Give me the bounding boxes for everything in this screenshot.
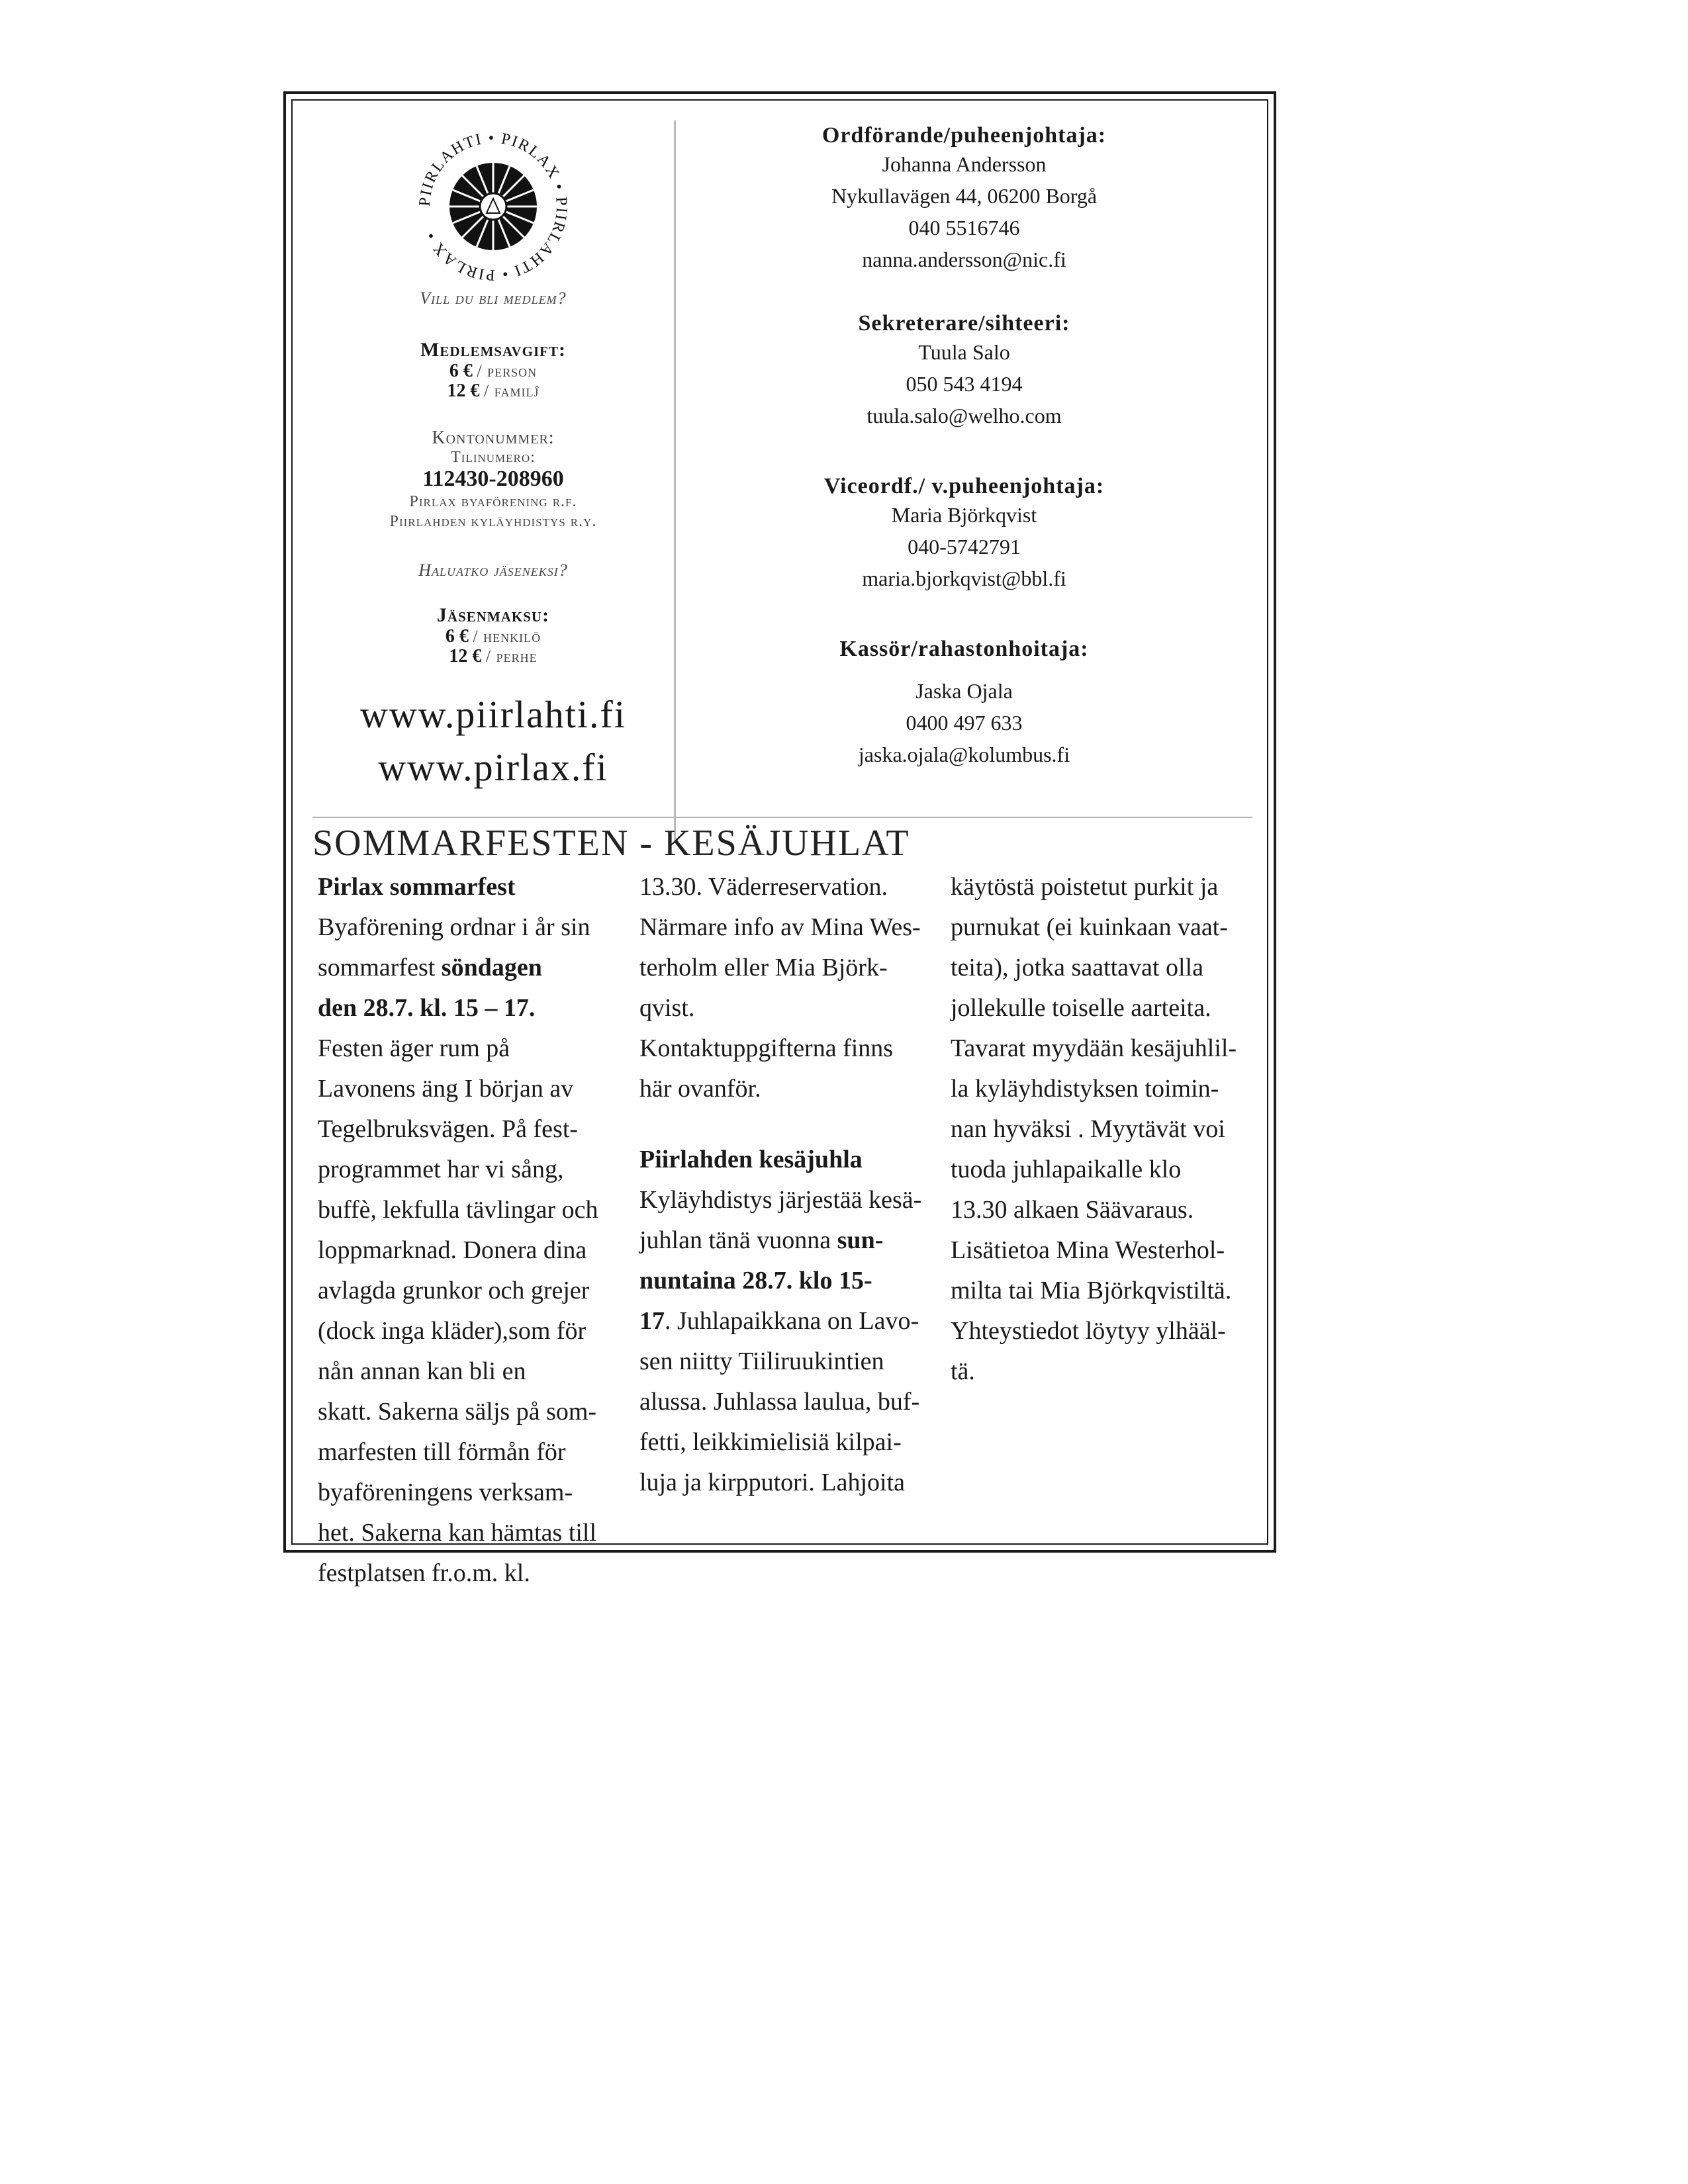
text-line: milta tai Mia Björkqvistiltä.: [951, 1277, 1232, 1304]
text-line: Kyläyhdistys järjestää kesä-: [639, 1186, 922, 1214]
contact-name: Tuula Salo: [918, 340, 1010, 364]
text-line: loppmarknad. Donera dina: [318, 1236, 587, 1264]
text-line: Festen äger rum på: [318, 1034, 510, 1062]
article-column-fi: [951, 867, 1252, 1392]
text-bold: 17: [639, 1307, 665, 1335]
join-question-sv: Vill du bli medlem?: [420, 289, 567, 308]
fee-family-row: [312, 381, 674, 401]
text-line: [639, 1220, 944, 1261]
text-fragment: sommarfest: [318, 954, 442, 981]
text-line: tä.: [951, 1357, 975, 1385]
contact-title: Viceordf./ v.puheenjohtaja:: [823, 474, 1105, 498]
contact-phone: 040-5742791: [908, 535, 1021, 559]
text-line: byaföreningens verksam-: [318, 1479, 573, 1506]
text-line: Lavonens äng I början av: [318, 1075, 574, 1103]
logo-ring-text: PIIRLAHTI • PIRLAX • PIIRLAHTI • PIRLAX •: [416, 129, 571, 284]
text-line: buffè, lekfulla tävlingar och: [318, 1196, 598, 1224]
fee-family-row-fi: [312, 647, 674, 666]
text-line: programmet har vi sång,: [318, 1156, 564, 1183]
text-line: alussa. Juhlassa laulua, buf-: [639, 1388, 920, 1416]
contact-title: Kassör/rahastonhoitaja:: [839, 637, 1089, 661]
contact-email[interactable]: tuula.salo@welho.com: [867, 404, 1062, 428]
website-link-pirlax[interactable]: www.pirlax.fi: [378, 746, 608, 789]
join-question-fi: Haluatko jäseneksi?: [418, 561, 568, 580]
text-line: Tegelbruksvägen. På fest-: [318, 1115, 579, 1143]
contact-title: Ordförande/puheenjohtaja:: [821, 123, 1107, 148]
fee-person-amount: 6 €: [449, 361, 473, 381]
article-heading-fi: Piirlahden kesäjuhla: [639, 1146, 863, 1173]
contact-block-treasurer: [676, 637, 1252, 770]
contact-block-secretary: [676, 311, 1252, 432]
contact-phone: 050 543 4194: [906, 372, 1023, 396]
text-line: festplatsen fr.o.m. kl.: [318, 1559, 530, 1587]
text-bold: söndagen: [441, 954, 542, 981]
contact-email[interactable]: jaska.ojala@kolumbus.fi: [858, 743, 1070, 766]
text-line: Lisätietoa Mina Westerhol-: [951, 1236, 1225, 1264]
text-line: Närmare info av Mina Wes-: [639, 913, 921, 941]
text-fragment: juhlan tänä vuonna: [639, 1226, 837, 1254]
text-line: (dock inga kläder),som för: [318, 1317, 586, 1345]
text-line: 13.30. Väderreservation.: [639, 873, 888, 901]
contacts-column: [676, 120, 1252, 770]
text-line: här ovanför.: [639, 1075, 761, 1103]
windmill-logo-icon: [414, 127, 573, 286]
fee-family-amount: 12 €: [447, 381, 480, 401]
text-line: tuoda juhlapaikalle klo: [951, 1156, 1182, 1183]
section-divider: [312, 817, 1252, 818]
text-line: teita), jotka saattavat olla: [951, 954, 1203, 981]
text-line: avlagda grunkor och grejer: [318, 1277, 590, 1304]
text-line: nån annan kan bli en: [318, 1357, 526, 1385]
fee-title-fi: Jäsenmaksu:: [436, 604, 550, 626]
account-title-fi: Tilinumero:: [451, 449, 536, 466]
text-line: Yhteystiedot löytyy ylhääl-: [951, 1317, 1226, 1345]
text-line-bold: den 28.7. kl. 15 – 17.: [318, 994, 536, 1022]
membership-column: [312, 120, 674, 790]
text-bold: sun-: [837, 1226, 884, 1254]
fee-person-row-fi: [312, 627, 674, 647]
text-line: fetti, leikkimielisiä kilpai-: [639, 1428, 902, 1456]
text-line: [639, 1301, 944, 1342]
text-line: nan hyväksi . Myytävät voi: [951, 1115, 1225, 1143]
fee-family-label-fi: / perhe: [485, 647, 538, 666]
account-holder-fi: Piirlahden kyläyhdistys r.y.: [389, 513, 597, 530]
text-line: purnukat (ei kuinkaan vaat-: [951, 913, 1228, 941]
contact-block-vice-chair: [676, 474, 1252, 594]
fee-person-label: / person: [477, 361, 538, 381]
text-line: skatt. Sakerna säljs på som-: [318, 1398, 597, 1426]
contact-name: Maria Björkqvist: [891, 503, 1037, 527]
account-holder-sv: Pirlax byaförening r.f.: [409, 493, 577, 510]
text-line: terholm eller Mia Björk-: [639, 954, 888, 981]
contact-address: Nykullavägen 44, 06200 Borgå: [831, 184, 1098, 208]
contact-email[interactable]: maria.bjorkqvist@bbl.fi: [862, 567, 1066, 590]
newsletter-frame: [283, 91, 1276, 1587]
text-line: Byaförening ordnar i år sin: [318, 913, 590, 941]
contact-block-chair: [676, 123, 1252, 275]
fee-person-row: [312, 361, 674, 381]
text-line-bold: nuntaina 28.7. klo 15-: [639, 1267, 872, 1295]
text-fragment: . Juhlapaikkana on Lavo-: [665, 1307, 919, 1335]
text-line: sen niitty Tiiliruukintien: [639, 1347, 884, 1375]
contact-phone: 0400 497 633: [906, 711, 1023, 735]
text-line: qvist.: [639, 994, 695, 1022]
text-line: 13.30 alkaen Säävaraus.: [951, 1196, 1194, 1224]
section-banner: SOMMARFESTEN - KESÄJUHLAT: [312, 823, 910, 864]
fee-family-label: / familĵ: [484, 381, 539, 400]
text-line: Kontaktuppgifterna finns: [639, 1034, 894, 1062]
text-line: luja ja kirpputori. Lahjoita: [639, 1469, 906, 1496]
contact-name: Johanna Andersson: [882, 152, 1047, 176]
fee-person-label-fi: / henkilö: [473, 627, 541, 646]
contact-email[interactable]: nanna.andersson@nic.fi: [862, 248, 1066, 271]
article-column-sv: [318, 867, 629, 1594]
article-heading-sv: Pirlax sommarfest: [318, 873, 516, 901]
contact-name: Jaska Ojala: [915, 679, 1013, 703]
fee-person-amount-fi: 6 €: [445, 626, 469, 647]
text-line: marfesten till förmån för: [318, 1438, 566, 1466]
account-title-sv: Kontonummer:: [432, 428, 555, 448]
top-section: [312, 120, 1252, 842]
account-number: 112430-208960: [422, 467, 564, 491]
text-line: het. Sakerna kan hämtas till: [318, 1519, 597, 1547]
text-line: [318, 948, 629, 988]
text-line: la kyläyhdistyksen toimin-: [951, 1075, 1219, 1103]
text-line: jollekulle toiselle aarteita.: [951, 994, 1211, 1022]
article-column-mixed: [639, 867, 944, 1503]
fee-family-amount-fi: 12 €: [449, 646, 482, 666]
contact-phone: 040 5516746: [908, 216, 1020, 240]
text-line: käytöstä poistetut purkit ja: [951, 873, 1219, 901]
website-link-piirlahti[interactable]: www.piirlahti.fi: [360, 693, 626, 736]
fee-title-sv: Medlemsavgift:: [420, 339, 566, 361]
text-line: Tavarat myydään kesäjuhlil-: [951, 1034, 1237, 1062]
contact-title: Sekreterare/sihteeri:: [858, 311, 1070, 336]
